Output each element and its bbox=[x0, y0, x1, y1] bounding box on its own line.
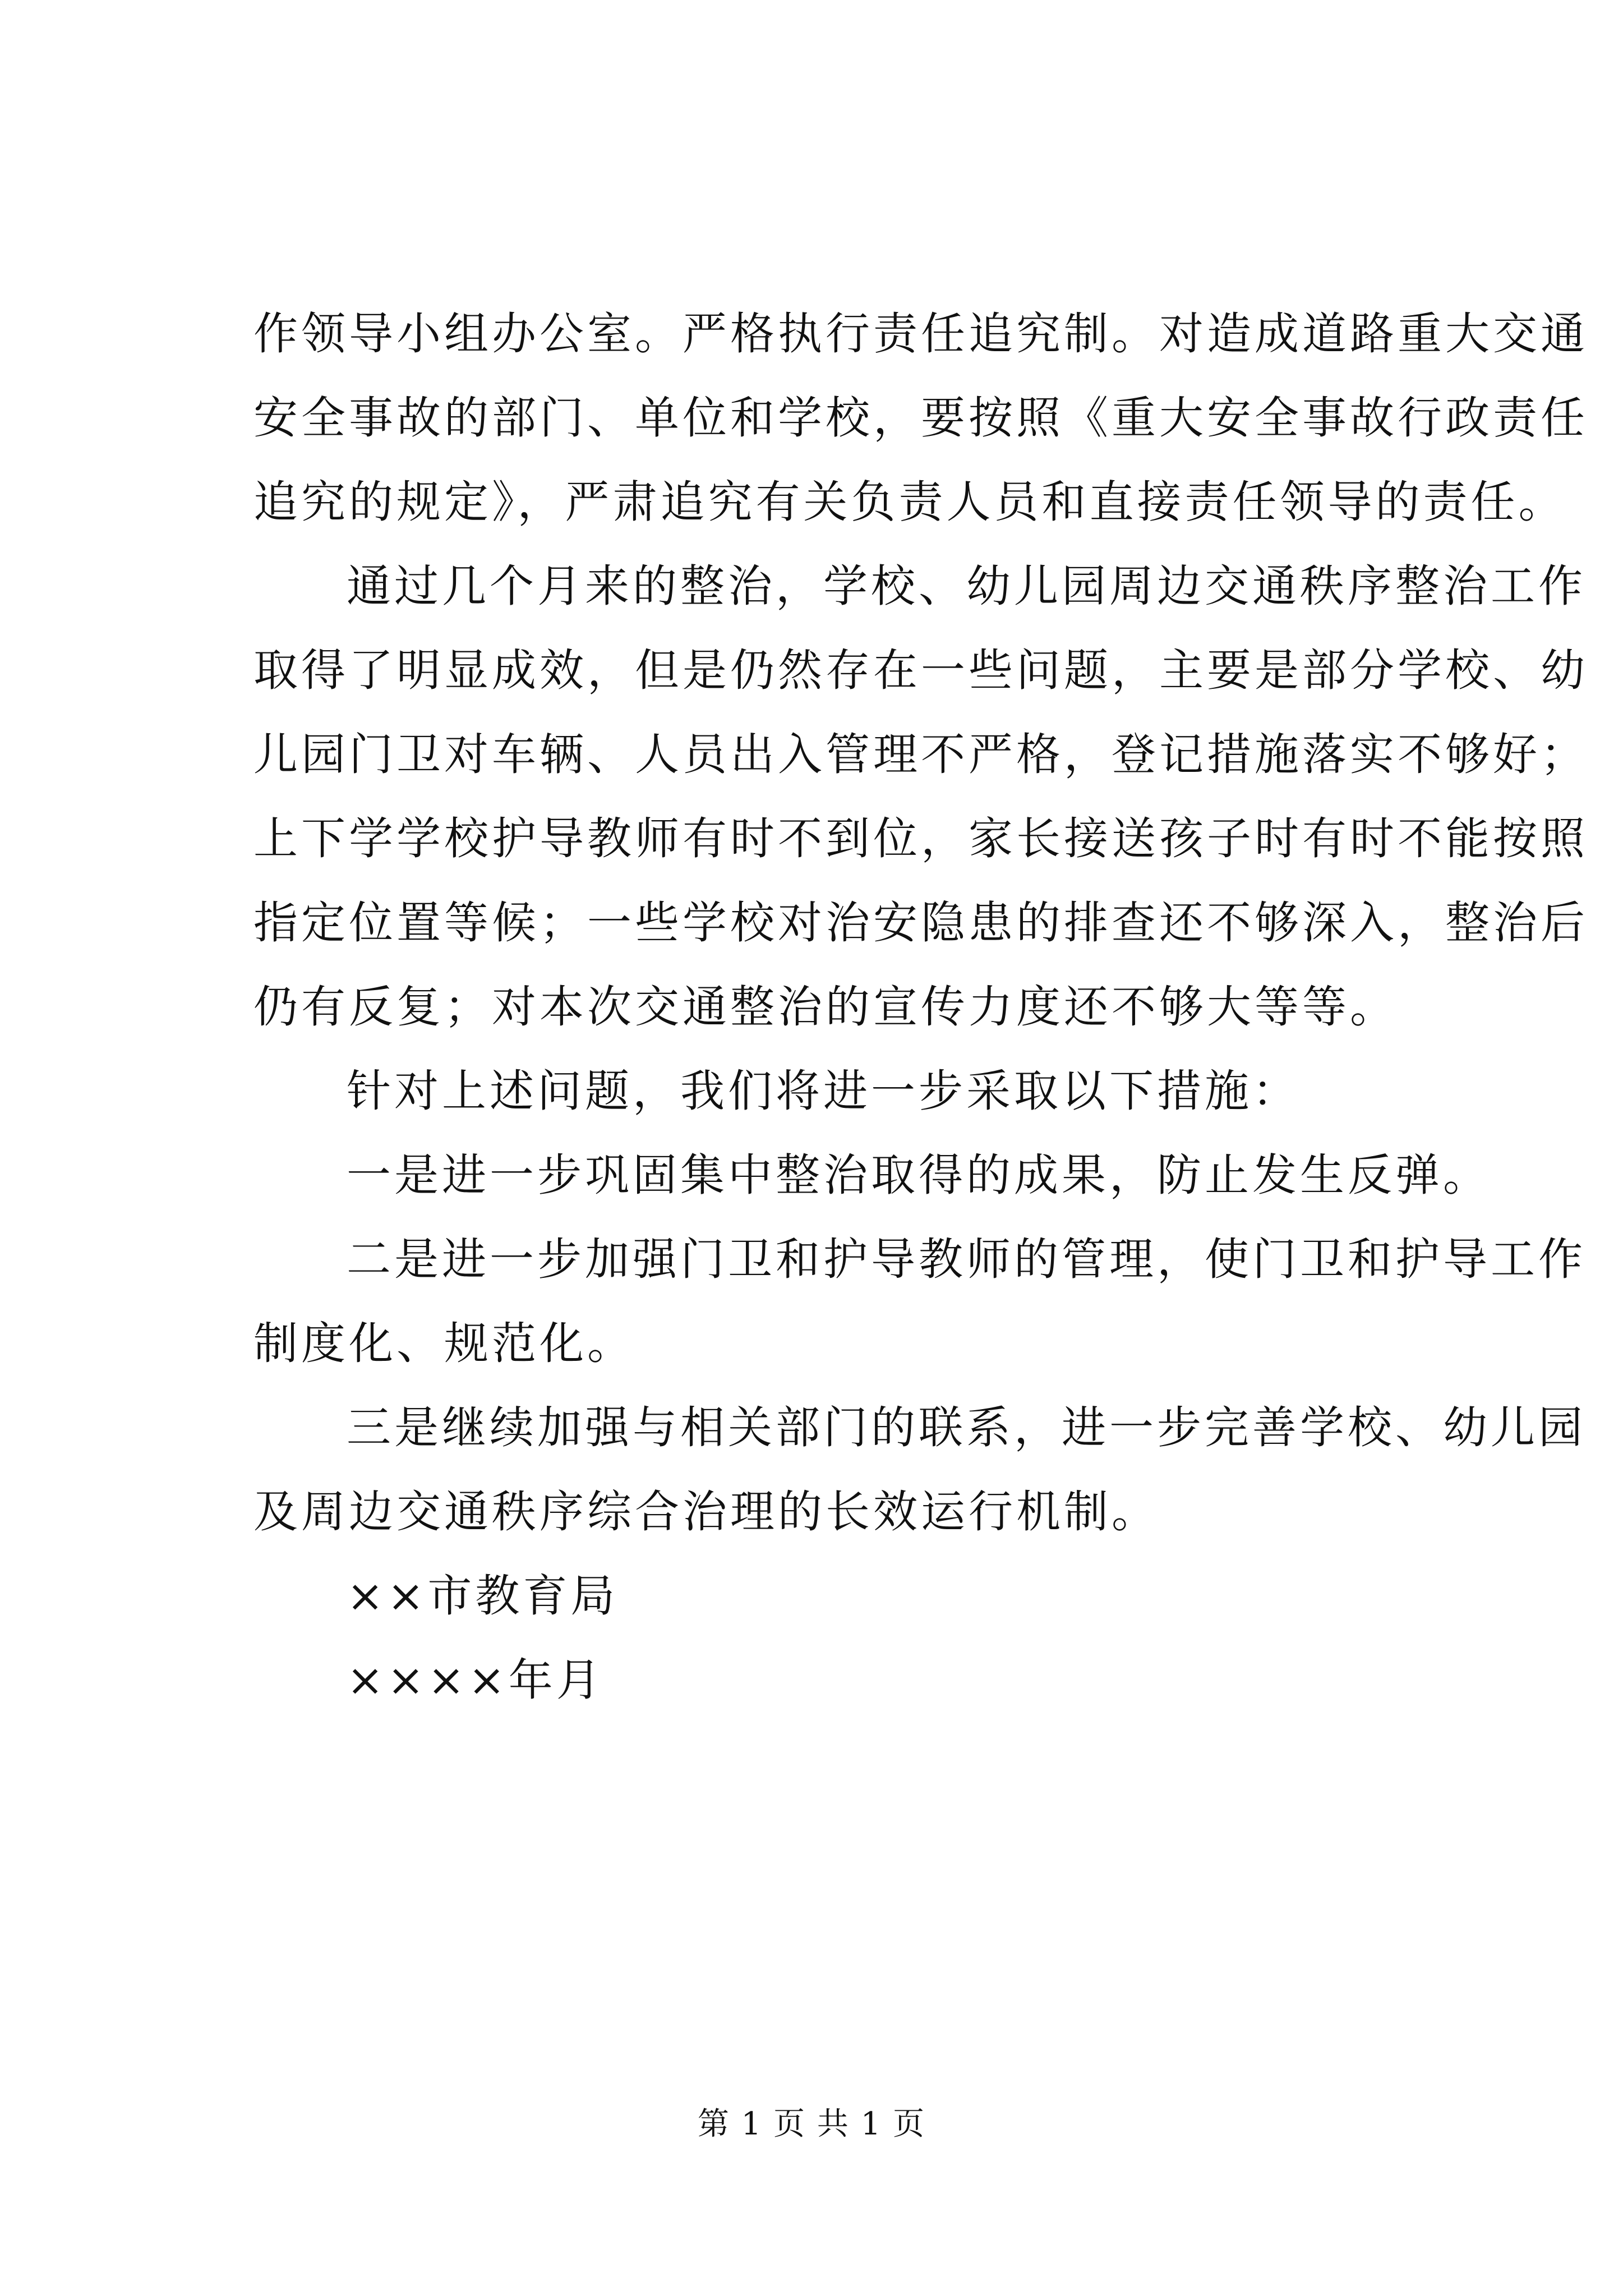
paragraph-measure-three bbox=[253, 1386, 1586, 1554]
paragraph-measures-intro: 针对上述问题，我们将进一步采取以下措施： bbox=[347, 1065, 1300, 1117]
page-number-label: 第 1 页 共 1 页 bbox=[697, 2106, 926, 2142]
text-line: 儿园门卫对车辆、人员出入管理不严格，登记措施落实不够好； bbox=[253, 729, 1588, 780]
paragraph-responsibility bbox=[253, 292, 1588, 544]
paragraph-measure-one: 一是进一步巩固集中整治取得的成果，防止发生反弹。 bbox=[347, 1149, 1491, 1201]
text-line: 上下学学校护导教师有时不到位，家长接送孩子时有时不能按照 bbox=[253, 813, 1588, 864]
text-line: 安全事故的部门、单位和学校，要按照《重大安全事故行政责任 bbox=[253, 392, 1588, 444]
text-line: 及周边交通秩序综合治理的长效运行机制。 bbox=[253, 1486, 1159, 1538]
text-line: 制度化、规范化。 bbox=[253, 1318, 635, 1369]
text-line: 三是继续加强与相关部门的联系，进一步完善学校、幼儿园 bbox=[347, 1402, 1586, 1453]
paragraph-problems bbox=[253, 544, 1588, 1049]
text-line: 取得了明显成效，但是仍然存在一些问题，主要是部分学校、幼 bbox=[253, 645, 1588, 696]
text-line: 指定位置等候；一些学校对治安隐患的排查还不够深入，整治后 bbox=[253, 897, 1588, 949]
signature-organization: ××市教育局 bbox=[347, 1570, 619, 1622]
text-line: 追究的规定》，严肃追究有关负责人员和直接责任领导的责任。 bbox=[253, 476, 1566, 528]
text-line: 二是进一步加强门卫和护导教师的管理，使门卫和护导工作 bbox=[347, 1234, 1586, 1285]
document-body bbox=[253, 292, 1588, 1722]
paragraph-measure-two bbox=[253, 1217, 1586, 1386]
page-footer bbox=[0, 2105, 1623, 2144]
text-line: 仍有反复；对本次交通整治的宣传力度还不够大等等。 bbox=[253, 981, 1398, 1033]
text-line: 作领导小组办公室。严格执行责任追究制。对造成道路重大交通 bbox=[253, 308, 1588, 360]
signature-date: ××××年月 bbox=[347, 1654, 604, 1706]
text-line: 通过几个月来的整治，学校、幼儿园周边交通秩序整治工作 bbox=[347, 560, 1586, 612]
